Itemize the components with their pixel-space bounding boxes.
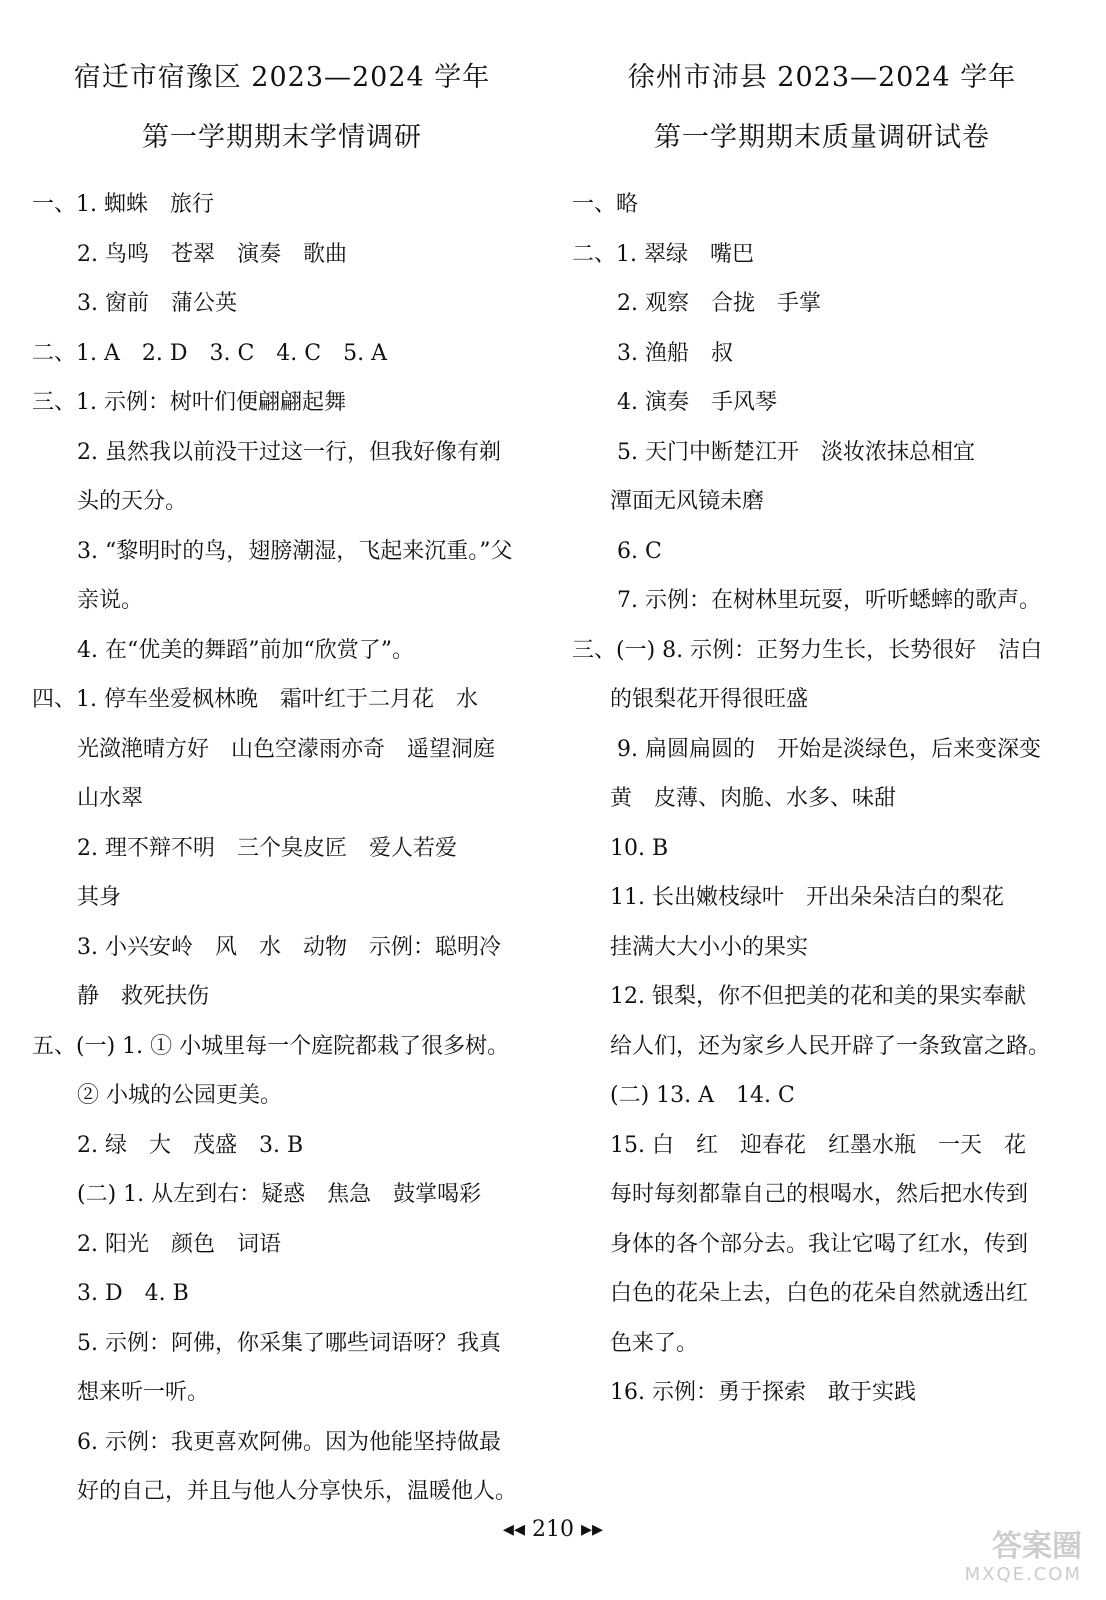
- answer-line: 5. 示例：阿佛，你采集了哪些词语呀？我真: [77, 1330, 501, 1356]
- answer-line: 3. D 4. B: [77, 1281, 189, 1306]
- answer-line: 四、1. 停车坐爱枫林晚 霜叶红于二月花 水: [32, 687, 478, 712]
- answer-line: 二、1. A 2. D 3. C 4. C 5. A: [32, 340, 387, 366]
- page-number: ◂◂ 210 ▸▸: [502, 1517, 604, 1542]
- answer-line: 黄 皮薄、肉脆、水多、味甜: [610, 786, 897, 811]
- answer-line: 2. 理不辩不明 三个臭皮匠 爱人若爱: [77, 835, 457, 861]
- answer-line: (二) 1. 从左到右：疑惑 焦急 鼓掌喝彩: [77, 1182, 482, 1207]
- answer-line: ② 小城的公园更美。: [77, 1083, 282, 1108]
- answer-line: 2. 绿 大 茂盛 3. B: [77, 1132, 304, 1158]
- watermark-url: MXQE.COM: [964, 1564, 1082, 1585]
- answer-line: 亲说。: [77, 588, 144, 613]
- answer-line: 2. 阳光 颜色 词语: [77, 1231, 281, 1257]
- answer-line: 15. 白 红 迎春花 红墨水瓶 一天 花: [610, 1132, 1026, 1158]
- answer-line: 五、(一) 1. ① 小城里每一个庭院都栽了很多树。: [32, 1033, 510, 1059]
- answer-line: 4. 演奏 手风琴: [617, 390, 777, 415]
- answer-line: 白色的花朵上去，白色的花朵自然就透出红: [610, 1281, 1029, 1306]
- answer-line: 其身: [77, 885, 122, 910]
- left-title-exam: 第一学期期末学情调研: [142, 122, 422, 153]
- answer-line: 4. 在“优美的舞蹈”前加“欣赏了”。: [77, 637, 414, 663]
- answer-line: 三、1. 示例：树叶们便翩翩起舞: [32, 390, 346, 415]
- answer-line: 12. 银梨，你不但把美的花和美的果实奉献: [610, 984, 1026, 1009]
- answer-line: 9. 扁圆扁圆的 开始是淡绿色，后来变深变: [617, 736, 1041, 762]
- answer-line: 头的天分。: [77, 489, 188, 514]
- answer-line: 6. 示例：我更喜欢阿佛。因为他能坚持做最: [77, 1429, 501, 1455]
- answer-line: 6. C: [617, 538, 662, 564]
- answer-line: 给人们，还为家乡人民开辟了一条致富之路。: [610, 1033, 1051, 1059]
- answer-line: 想来听一听。: [77, 1380, 210, 1405]
- answer-line: 7. 示例：在树林里玩耍，听听蟋蟀的歌声。: [617, 588, 1041, 613]
- left-title-year: 宿迁市宿豫区 2023—2024 学年: [73, 62, 491, 93]
- answer-line: (二) 13. A 14. C: [610, 1083, 795, 1108]
- left-column: [32, 60, 532, 1517]
- answer-line: 10. B: [610, 835, 669, 861]
- answer-line: 16. 示例：勇于探索 敢于实践: [610, 1380, 916, 1405]
- answer-line: 潭面无风镜未磨: [610, 489, 765, 514]
- answer-line: 3. 窗前 蒲公英: [77, 291, 237, 316]
- right-column: [572, 60, 1072, 1418]
- right-title-year: 徐州市沛县 2023—2024 学年: [627, 62, 1017, 93]
- answer-line: 3. “黎明时的鸟，翅膀潮湿，飞起来沉重。”父: [77, 538, 513, 564]
- answer-line: 2. 虽然我以前没干过这一行，但我好像有剃: [77, 439, 501, 465]
- answer-line: 挂满大大小小的果实: [610, 934, 809, 960]
- answer-line: 光潋滟晴方好 山色空濛雨亦奇 遥望洞庭: [77, 736, 496, 762]
- answer-line: 3. 小兴安岭 风 水 动物 示例：聪明冷: [77, 934, 501, 960]
- answer-line: 一、1. 蜘蛛 旅行: [32, 192, 214, 217]
- answer-line: 色来了。: [610, 1330, 699, 1356]
- answer-line: 每时每刻都靠自己的根喝水，然后把水传到: [610, 1182, 1029, 1207]
- answer-line: 静 救死扶伤: [77, 984, 210, 1009]
- answer-line: 二、1. 翠绿 嘴巴: [572, 241, 754, 267]
- answer-line: 一、略: [572, 192, 639, 217]
- answer-line: 11. 长出嫩枝绿叶 开出朵朵洁白的梨花: [610, 885, 1004, 910]
- answer-line: 身体的各个部分去。我让它喝了红水，传到: [610, 1231, 1029, 1257]
- answer-line: 好的自己，并且与他人分享快乐，温暖他人。: [77, 1479, 518, 1504]
- answer-line: 山水翠: [77, 786, 144, 811]
- right-title-exam: 第一学期期末质量调研试卷: [654, 122, 990, 153]
- watermark-text: 答案圈: [992, 1529, 1082, 1564]
- answer-line: 的银梨花开得很旺盛: [610, 687, 809, 712]
- watermark: [962, 1530, 1082, 1590]
- answer-line: 2. 观察 合拢 手掌: [617, 291, 821, 316]
- answer-line: 三、(一) 8. 示例：正努力生长，长势很好 洁白: [572, 637, 1043, 663]
- answer-line: 2. 鸟鸣 苍翠 演奏 歌曲: [77, 241, 347, 267]
- answer-line: 5. 天门中断楚江开 淡妆浓抹总相宜: [617, 439, 975, 465]
- answer-line: 3. 渔船 叔: [617, 340, 733, 366]
